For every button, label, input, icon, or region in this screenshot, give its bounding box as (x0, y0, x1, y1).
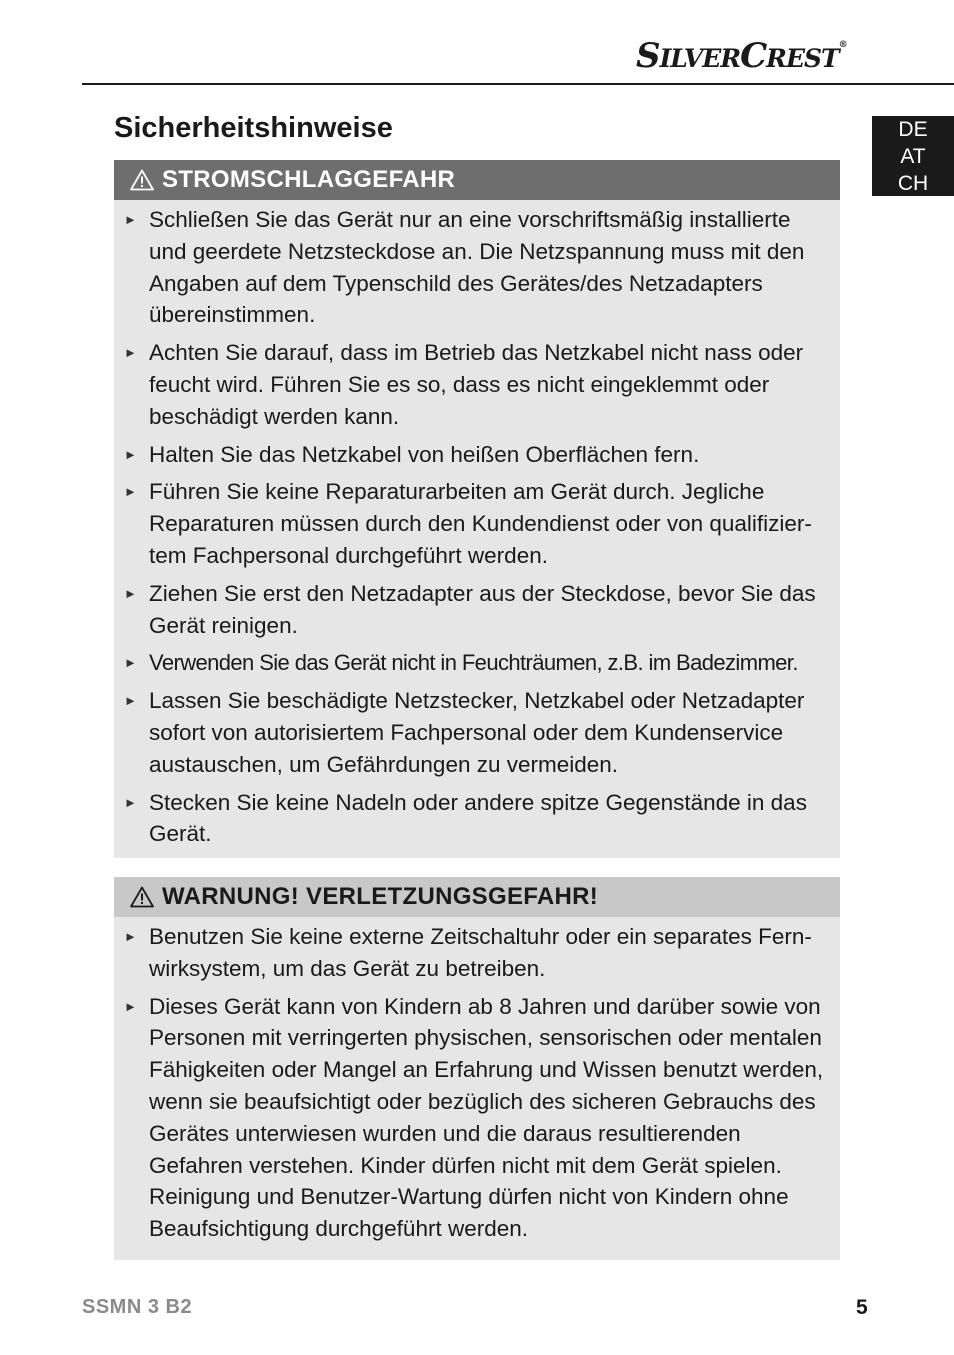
language-code: AT (900, 145, 926, 168)
list-item (114, 476, 840, 571)
list-item-text: Ziehen Sie erst den Netzadapter aus der Steckdose, bevor Sie das Gerät reinigen. (149, 580, 816, 638)
warning-triangle-icon (130, 886, 154, 908)
list-item-text: Verwenden Sie das Gerät nicht in Feuchträumen, z.B. im Badezimmer. (149, 650, 798, 676)
section-heading-text: STROMSCHLAGGEFAHR (162, 166, 456, 193)
list-item-text: Lassen Sie beschädigte Netzstecker, Netzkabel oder Netzadapter sofort von autorisiertem Fachpersonal oder dem Kundenservice austauschen, um Gefährdungen zu vermeiden. (149, 688, 805, 777)
bullet-arrow-icon: ► (124, 345, 137, 361)
bullet-arrow-icon: ► (124, 484, 137, 500)
page-number: 5 (856, 1296, 868, 1319)
registered-mark: ® (838, 40, 847, 50)
list-item (114, 921, 840, 985)
section-heading-text: WARNUNG! VERLETZUNGSGEFAHR! (162, 883, 599, 910)
list-item-text: Achten Sie darauf, dass im Betrieb das Netzkabel nicht nass oder feucht wird. Führen Sie es so, dass es nicht eingeklemmt oder beschädigt werden kann. (149, 340, 804, 429)
header-rule (82, 83, 954, 85)
footer-model-number: SSMN 3 B2 (82, 1296, 193, 1318)
safety-list (114, 917, 840, 1245)
bullet-arrow-icon: ► (124, 585, 137, 601)
list-item (114, 204, 840, 331)
bullet-arrow-icon: ► (124, 794, 137, 810)
bullet-arrow-icon: ► (124, 212, 137, 227)
page-title: Sicherheitshinweise (114, 112, 393, 144)
section-heading (114, 160, 840, 200)
list-item-text: Dieses Gerät kann von Kindern ab 8 Jahren und darüber sowie von Personen mit verringerten physischen, sensorischen oder mentalen Fähigkeiten oder Mangel an Erfahrung und Wissen benutzt werden, wenn sie beaufsichtigt oder bezüglich des sicheren Gebrauchs des Gerätes unterwiesen wurden und die daraus resultierenden Gefahren verstehen. Kinder dürfen nicht mit dem Gerät spielen. Reinigung und Benutzer-Wartung dürfen nicht von Kindern ohne Beaufsichtigung durchgeführt werden. (149, 993, 824, 1242)
logo-letters: REST (766, 44, 839, 73)
logo-letter: C (740, 36, 767, 76)
list-item (114, 439, 840, 471)
list-item-text: Schließen Sie das Gerät nur an eine vorschriftsmäßig installierte und geerdete Netzsteckdose an. Die Netzspannung muss mit den Angaben auf dem Typenschild des Gerätes/des Netzadapters übereinstimmen. (149, 207, 805, 328)
list-item (114, 337, 840, 432)
list-item-text: Führen Sie keine Reparaturarbeiten am Gerät durch. Jegliche Reparaturen müssen durch den Kundendienst oder von qualifizier-tem Fachpersonal durchgeführt werden. (149, 479, 812, 568)
logo-letter: S (636, 36, 660, 76)
bullet-arrow-icon: ► (124, 998, 137, 1014)
language-code: CH (897, 172, 929, 195)
list-item (114, 578, 840, 642)
bullet-arrow-icon: ► (124, 929, 137, 944)
bullet-arrow-icon: ► (124, 693, 137, 709)
language-box (872, 116, 954, 196)
injury-warning-section (114, 877, 840, 1260)
warning-triangle-icon (130, 169, 154, 191)
section-heading (114, 877, 840, 917)
bullet-arrow-icon: ► (124, 655, 137, 671)
list-item-text: Stecken Sie keine Nadeln oder andere spitze Gegenstände in das Gerät. (149, 789, 807, 847)
brand-logo (636, 36, 866, 76)
safety-list (114, 200, 840, 850)
bullet-arrow-icon: ► (124, 446, 137, 462)
list-item (114, 787, 840, 851)
list-item (114, 647, 840, 679)
list-item (114, 685, 840, 780)
electric-shock-section (114, 160, 840, 858)
list-item-text: Halten Sie das Netzkabel von heißen Oberflächen fern. (149, 441, 700, 467)
logo-letters: ILVER (659, 44, 741, 73)
list-item (114, 991, 840, 1245)
list-item-text: Benutzen Sie keine externe Zeitschaltuhr oder ein separates Fern-wirksystem, um das Gerät zu betreiben. (149, 924, 812, 981)
language-code: DE (898, 118, 928, 141)
